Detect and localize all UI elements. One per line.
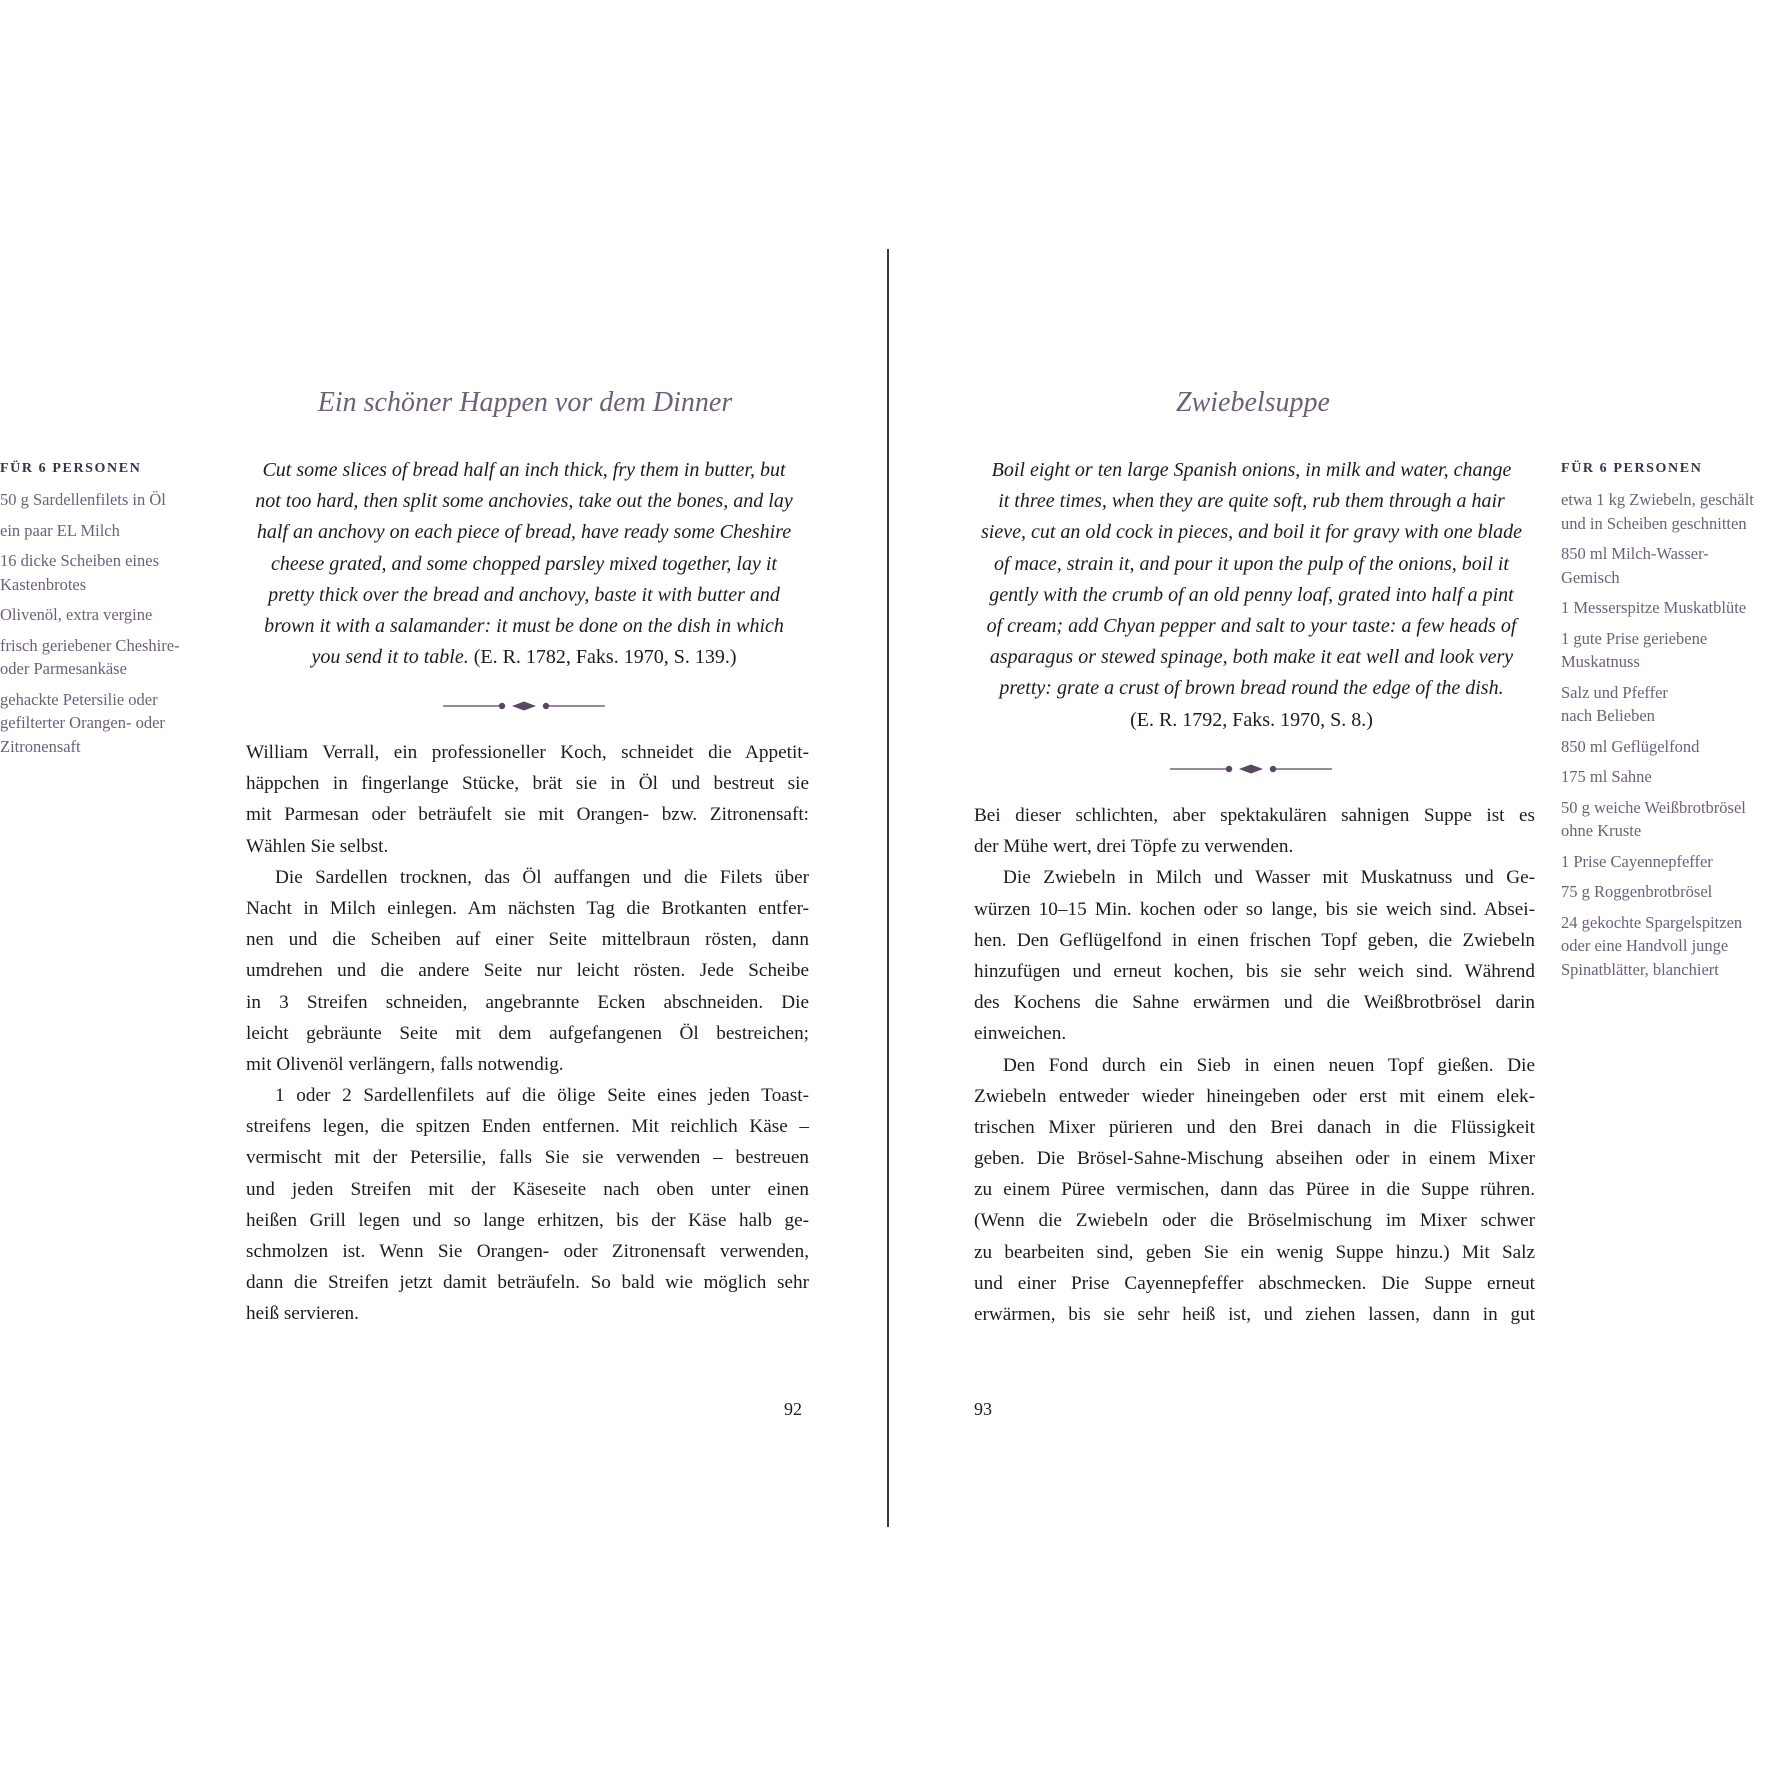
ingredient-line: Spinatblätter, blanchiert	[1561, 959, 1719, 979]
page-number-right: 93	[974, 1399, 992, 1419]
ingredient-line: oder eine Handvoll junge	[1561, 936, 1729, 955]
ingredient-line: Zitronensaft	[0, 736, 81, 756]
ingredient-item	[1561, 911, 1776, 982]
ingredient-item	[1561, 850, 1776, 874]
ingredient-line: Kastenbrotes	[0, 574, 87, 594]
body-line: mit Parmesan oder beträufelt sie mit Orangen- bzw. Zitronensaft:	[246, 804, 809, 826]
body-line: nen und die Scheiben auf einer Seite mittelbraun rösten, dann	[246, 929, 809, 951]
historical-quote-right	[969, 455, 1534, 736]
ingredient-line: oder Parmesankäse	[0, 659, 127, 678]
page-number-left: 92	[784, 1399, 802, 1419]
ingredients-sidebar-right	[1561, 459, 1776, 988]
body-line: hinzufügen und erneut kochen, bis sie sehr weich sind. Während	[974, 960, 1535, 982]
body-line: zu einem Püree vermischen, dann das Püree in die Suppe rühren.	[974, 1179, 1535, 1201]
ingredient-line: 1 Prise Cayennepfeffer	[1561, 851, 1713, 871]
quote-line: asparagus or stewed spinage, both make it eat well and look very	[989, 646, 1514, 669]
gutter-line	[887, 249, 889, 1527]
quote-line: half an anchovy on each piece of bread, have ready some Cheshire	[256, 521, 792, 544]
quote-line: brown it with a salamander: it must be done on the dish in which	[264, 615, 784, 638]
ingredient-item	[1561, 488, 1776, 535]
quote-line-last	[238, 642, 810, 673]
ingredient-item	[1561, 596, 1776, 620]
body-line: umdrehen und die andere Seite nur leicht rösten. Jede Scheibe	[246, 960, 809, 982]
body-line: Bei dieser schlichten, aber spektakulären sahnigen Suppe ist es	[974, 805, 1535, 826]
body-line: häppchen in fingerlange Stücke, brät sie in Öl und bestreut sie	[246, 773, 809, 795]
quote-line-text: you send it to table.	[311, 646, 469, 669]
body-line: des Kochens die Sahne erwärmen und die Weißbrotbrösel darin	[974, 992, 1535, 1014]
ingredient-item	[1561, 627, 1776, 674]
ingredient-item	[0, 688, 200, 759]
body-line: in 3 Streifen schneiden, angebrannte Ecken abschneiden. Die	[246, 991, 809, 1013]
body-line: hen. Den Geflügelfond in einen frischen Topf geben, die Zwiebeln	[974, 929, 1535, 951]
body-line: schmolzen ist. Wenn Sie Orangen- oder Zitronensaft verwenden,	[246, 1241, 809, 1262]
ingredient-line: 850 ml Geflügelfond	[1561, 736, 1700, 756]
quote-line: pretty: grate a crust of brown bread round the edge of the dish.	[999, 677, 1504, 700]
quote-citation: (E. R. 1782, Faks. 1970, S. 139.)	[473, 646, 737, 669]
body-line: mit Olivenöl verlängern, falls notwendig.	[246, 1053, 564, 1075]
ingredient-line: und in Scheiben geschnitten	[1561, 513, 1747, 533]
ingredient-item	[1561, 681, 1776, 728]
ingredient-line: Salz und Pfeffer	[1561, 682, 1668, 702]
ingredient-item	[0, 519, 200, 543]
ingredient-line: frisch geriebener Cheshire-	[0, 635, 180, 655]
ingredient-line: ein paar EL Milch	[0, 520, 120, 540]
ingredient-line: 1 Messerspitze Muskatblüte	[1561, 598, 1747, 617]
ingredient-line: 50 g weiche Weißbrotbrösel	[1561, 797, 1746, 817]
ingredient-item	[0, 603, 200, 627]
quote-line: it three times, when they are quite soft, rub them through a hair	[998, 490, 1505, 513]
diamond-ornament-icon	[443, 698, 605, 714]
ingredients-heading: FÜR 6 PERSONEN	[0, 461, 142, 476]
body-line: und jeden Streifen mit der Käseseite nach oben unter einen	[246, 1178, 809, 1200]
ingredient-item	[0, 634, 200, 681]
body-line: erwärmen, bis sie sehr heiß ist, und ziehen lassen, dann in gut	[974, 1304, 1535, 1325]
quote-line: Cut some slices of bread half an inch thick, fry them in butter, but	[262, 459, 786, 481]
body-line: streifens legen, die spitzen Enden entfernen. Mit reichlich Käse –	[246, 1116, 809, 1138]
ingredient-line: 850 ml Milch-Wasser-	[1561, 544, 1709, 563]
body-line: trischen Mixer pürieren und den Brei danach in die Flüssigkeit	[974, 1116, 1535, 1138]
ingredient-line: nach Belieben	[1561, 706, 1655, 725]
ingredient-item	[0, 488, 200, 512]
body-line: einweichen.	[974, 1023, 1067, 1045]
ingredient-line: Olivenöl, extra vergine	[0, 605, 153, 624]
body-line: 1 oder 2 Sardellenfilets auf die ölige Seite eines jeden Toast-	[275, 1085, 809, 1107]
ingredient-item	[1561, 542, 1776, 589]
recipe-body-left	[246, 737, 809, 1330]
ingredient-line: Gemisch	[1561, 567, 1620, 587]
recipe-title-right: Zwiebelsuppe	[1176, 387, 1330, 418]
body-line: William Verrall, ein professioneller Koch, schneidet die Appetit-	[246, 742, 809, 763]
quote-line: of cream; add Chyan pepper and salt to your taste: a few heads of	[986, 615, 1517, 638]
ingredient-line: 75 g Roggenbrotbrösel	[1561, 882, 1713, 901]
ingredient-line: 24 gekochte Spargelspitzen	[1561, 912, 1743, 932]
recipe-title-left: Ein schöner Happen vor dem Dinner	[317, 387, 733, 418]
body-line: Den Fond durch ein Sieb in einen neuen Topf gießen. Die	[1003, 1054, 1535, 1076]
body-line: und einer Prise Cayennepfeffer abschmecken. Die Suppe erneut	[974, 1272, 1535, 1294]
body-line: würzen 10–15 Min. kochen oder so lange, bis sie weich sind. Absei-	[974, 898, 1535, 920]
ingredient-item	[1561, 796, 1776, 843]
ingredients-heading: FÜR 6 PERSONEN	[1561, 461, 1703, 476]
quote-line: Boil eight or ten large Spanish onions, in milk and water, change	[991, 459, 1512, 481]
body-line: zu bearbeiten sind, geben Sie ein wenig Suppe hinzu.) Mit Salz	[974, 1241, 1535, 1263]
diamond-ornament-icon	[1170, 761, 1332, 777]
body-line: vermischt mit der Petersilie, falls Sie sie verwenden – bestreuen	[246, 1147, 809, 1169]
body-line: Wählen Sie selbst.	[246, 835, 389, 857]
ingredient-line: ohne Kruste	[1561, 821, 1642, 840]
ingredient-item	[1561, 880, 1776, 904]
body-line: Die Zwiebeln in Milch und Wasser mit Muskatnuss und Ge-	[1003, 867, 1535, 889]
body-line: Zwiebeln entweder wieder hineingeben oder erst mit einem elek-	[974, 1085, 1535, 1107]
recipe-body-right	[974, 800, 1535, 1330]
ingredient-line: gefilterter Orangen- oder	[0, 713, 165, 732]
body-line: heiß servieren.	[246, 1303, 359, 1325]
quote-line: gently with the crumb of an old penny loaf, grated into half a pint	[989, 583, 1514, 606]
quote-line: cheese grated, and some chopped parsley mixed together, lay it	[271, 552, 777, 575]
ingredient-line: 175 ml Sahne	[1561, 767, 1652, 786]
body-line: geben. Die Brösel-Sahne-Mischung abseihen oder in einem Mixer	[974, 1148, 1535, 1170]
ingredient-item	[1561, 765, 1776, 789]
quote-line: sieve, cut an old cock in pieces, and boil it for gravy with one blade	[981, 521, 1522, 544]
historical-quote-left	[238, 455, 810, 673]
quote-citation: (E. R. 1792, Faks. 1970, S. 8.)	[1130, 708, 1373, 731]
quote-line: of mace, strain it, and pour it upon the pulp of the onions, boil it	[994, 552, 1509, 575]
body-line: dann die Streifen jetzt damit beträufeln. So bald wie möglich sehr	[246, 1272, 809, 1294]
ingredient-item	[0, 549, 200, 596]
body-line: Die Sardellen trocknen, das Öl auffangen und die Filets über	[275, 866, 809, 888]
quote-line: not too hard, then split some anchovies, take out the bones, and lay	[255, 490, 793, 513]
ingredients-sidebar-left	[0, 459, 200, 765]
body-line: heißen Grill legen und so lange erhitzen, bis der Käse halb ge-	[246, 1209, 809, 1231]
quote-line: pretty thick over the bread and anchovy, baste it with butter and	[268, 583, 780, 606]
body-line: leicht gebräunte Seite mit dem aufgefangenen Öl bestreichen;	[246, 1022, 809, 1044]
ingredient-line: 1 gute Prise geriebene	[1561, 628, 1708, 648]
body-line: der Mühe wert, drei Töpfe zu verwenden.	[974, 836, 1294, 858]
ingredient-item	[1561, 735, 1776, 759]
ingredient-line: 50 g Sardellenfilets in Öl	[0, 490, 166, 509]
ingredient-line: Muskatnuss	[1561, 652, 1640, 671]
ingredient-line: 16 dicke Scheiben eines	[0, 551, 159, 570]
ingredient-line: gehackte Petersilie oder	[0, 689, 158, 709]
ingredient-line: etwa 1 kg Zwiebeln, geschält	[1561, 490, 1754, 509]
body-line: Nacht in Milch einlegen. Am nächsten Tag die Brotkanten entfer-	[246, 897, 809, 919]
body-line: (Wenn die Zwiebeln oder die Bröselmischung im Mixer schwer	[974, 1210, 1535, 1232]
